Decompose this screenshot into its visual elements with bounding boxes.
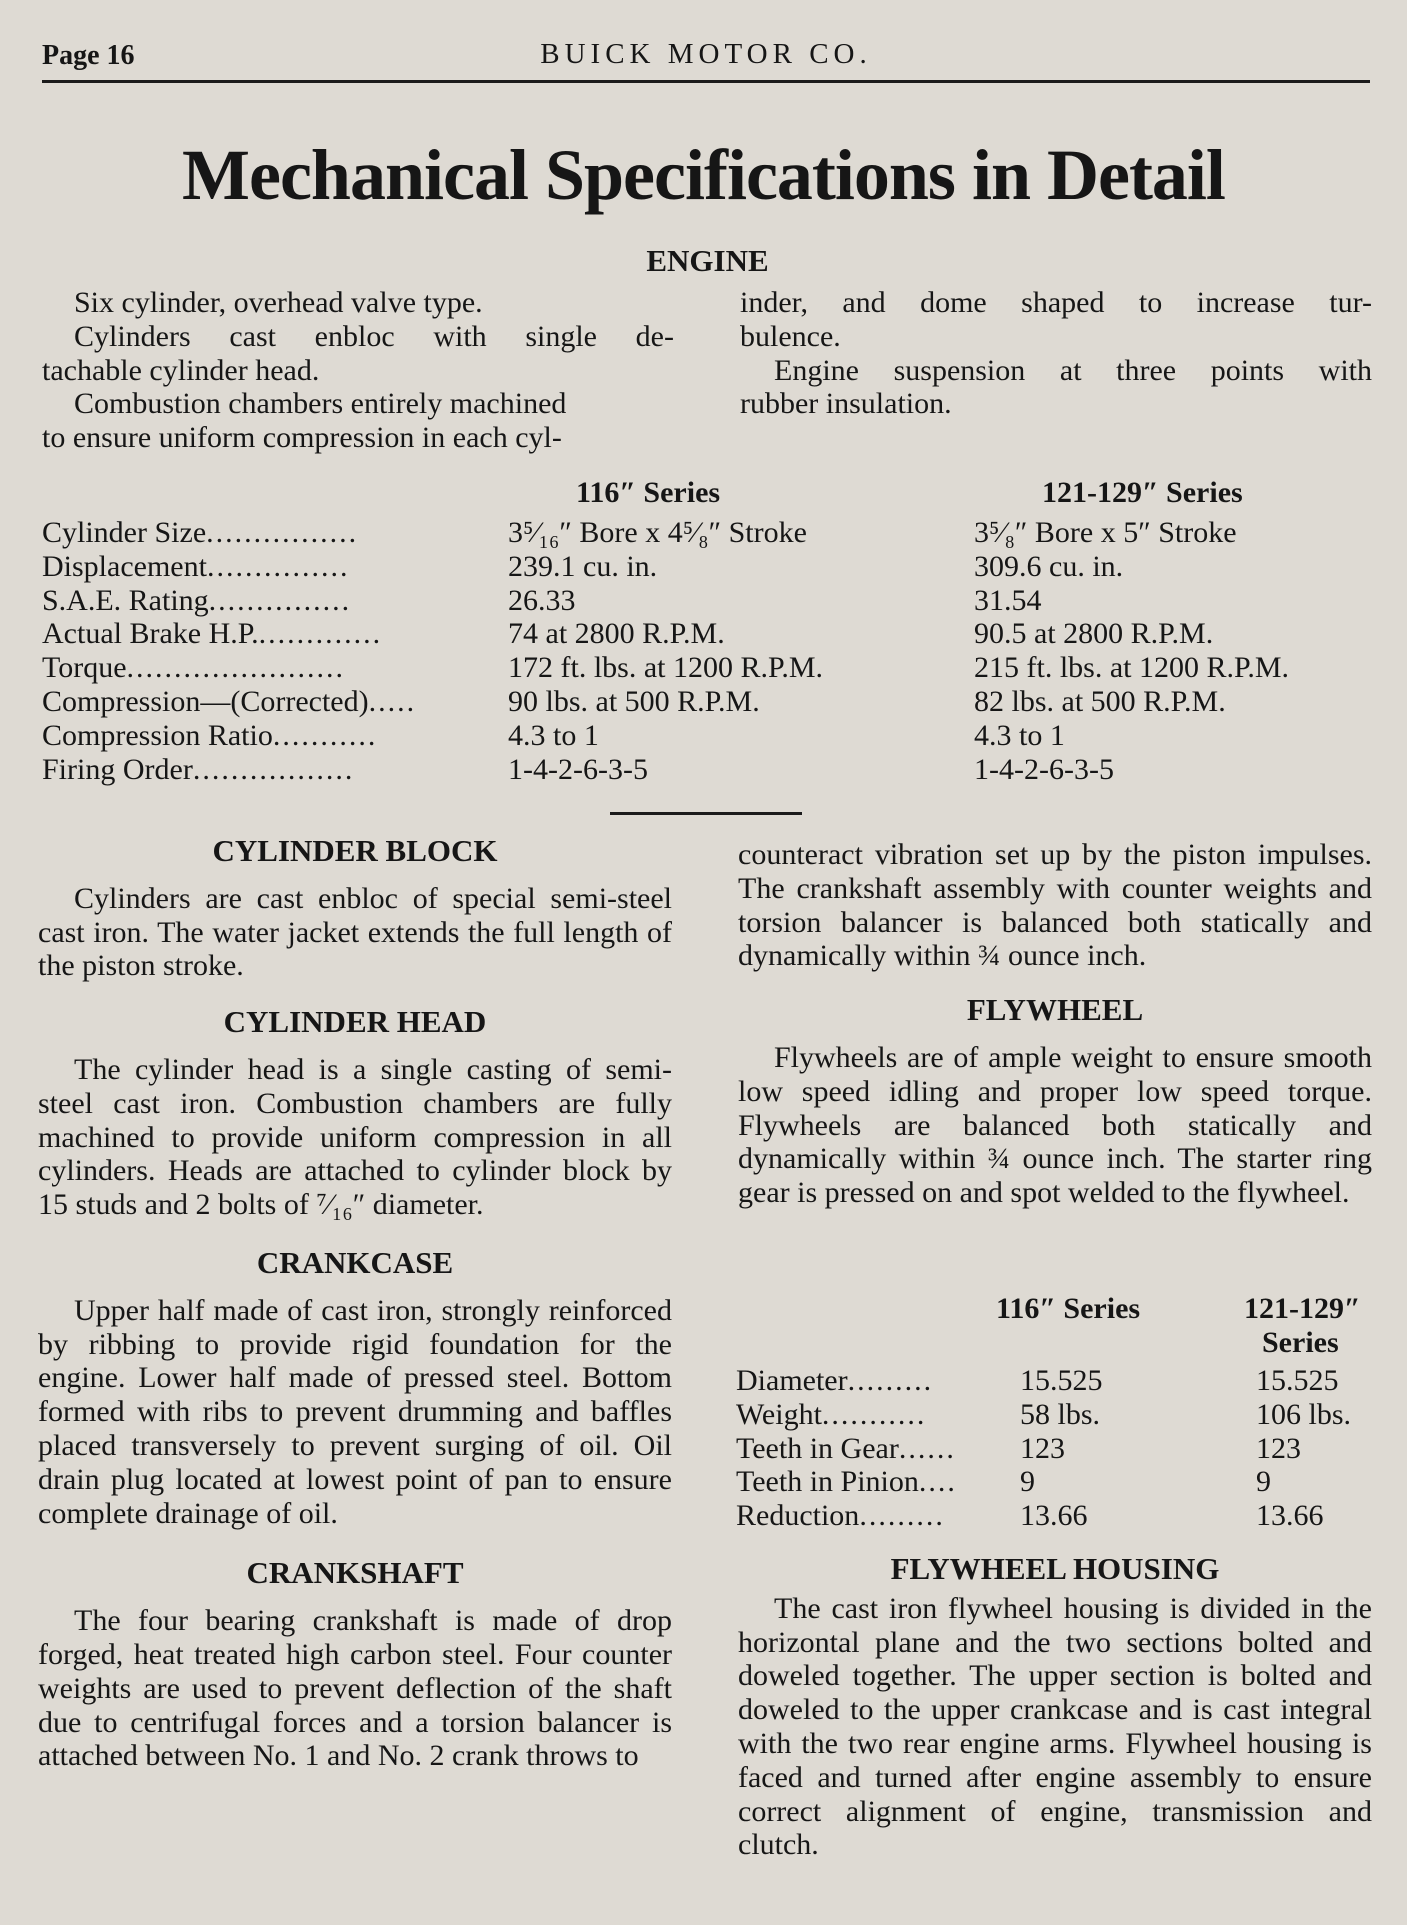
spec-value-116: 74 at 2800 R.P.M.: [508, 617, 725, 651]
cylinder-block-text: Cylinders are cast enbloc of special semi-steel cast iron. The water jacket extends the full length of the piston stroke.: [38, 881, 672, 983]
flywheel-housing-text: The cast iron flywheel housing is divided in the horizontal plane and the two sections bolted and doweled together. The upper section is bolted and doweled to the upper crankcase and is cast integral with the two rear engine arms. Flywheel housing is faced and turned after engine assembly to ensure correct alignment of engine, transmission and clutch.: [738, 1591, 1372, 1862]
spec-label: [42, 685, 416, 719]
leader-dots: .......................: [126, 651, 346, 685]
leader-dots: .........: [847, 1364, 934, 1397]
leader-dots: .........: [859, 1499, 945, 1533]
spec-label: [42, 719, 377, 753]
leader-dots: ................: [206, 516, 359, 549]
leader-dots: ......: [898, 1431, 956, 1465]
spec-value-121: 106 lbs.: [1256, 1397, 1352, 1431]
flywheel-series-121-line2: Series: [1262, 1326, 1339, 1359]
spec-label: [42, 753, 354, 787]
leader-dots: ...........: [821, 1397, 927, 1431]
spec-value-121: 215 ft. lbs. at 1200 R.P.M.: [974, 651, 1290, 685]
spec-value-116: 239.1 cu. in.: [508, 549, 658, 583]
spec-label-text: Displacement: [42, 549, 207, 583]
spec-value-116: 13.66: [1020, 1499, 1088, 1533]
spec-value-121: 15.525: [1256, 1364, 1339, 1397]
flywheel-series-116: 116″ Series: [996, 1292, 1141, 1325]
crankshaft-continuation: counteract vibration set up by the piston impulses. The crankshaft assembly with counter weights and torsion balancer is balanced both statically and dynamically within ¾ ounce inch.: [738, 838, 1372, 973]
flywheel-heading: FLYWHEEL: [966, 992, 1144, 1028]
engine-line: rubber insulation.: [740, 387, 952, 421]
spec-label-text: Teeth in Gear: [736, 1431, 899, 1465]
spec-value-116: 58 lbs.: [1020, 1397, 1101, 1431]
leader-dots: ....: [918, 1465, 957, 1499]
cylinder-head-heading: CYLINDER HEAD: [223, 1004, 487, 1040]
spec-value-121: 90.5 at 2800 R.P.M.: [974, 617, 1214, 651]
spec-label-text: Teeth in Pinion: [736, 1465, 919, 1499]
spec-value-116: 9: [1020, 1465, 1035, 1499]
cylinder-block-heading: CYLINDER BLOCK: [212, 833, 498, 868]
engine-intro-right: [740, 286, 1372, 421]
flywheel-series-121-line1: 121-129″: [1244, 1292, 1361, 1325]
spec-value-121: 309.6 cu. in.: [974, 549, 1124, 583]
spec-value-116: 26.33: [508, 583, 576, 617]
spec-label: [42, 584, 351, 618]
leader-dots: .............: [258, 617, 383, 651]
crankcase-heading: CRANKCASE: [256, 1244, 454, 1280]
spec-label: [42, 550, 349, 584]
leader-dots: .................: [192, 752, 355, 786]
page-header: [42, 36, 1370, 83]
spec-value-116: 90 lbs. at 500 R.P.M.: [508, 685, 760, 718]
spec-label-text: Diameter: [736, 1364, 848, 1397]
cylinder-head-text: The cylinder head is a single casting of semi-steel cast iron. Combustion chambers are fully machined to provide uniform compression in all cylinders. Heads are attached to cylinder block by 15 studs and 2 bolts of ⁷⁄₁₆″ diameter.: [38, 1052, 672, 1222]
section-divider: [610, 812, 802, 815]
crankcase-text: Upper half made of cast iron, strongly reinforced by ribbing to provide rigid foundation for the engine. Lower half made of pressed steel. Bottom formed with ribs to prevent drumming and baffles placed transversely to prevent surging of oil. Oil drain plug located at lowest point of pan to ensure complete drainage of oil.: [38, 1293, 672, 1530]
engine-intro-left: [42, 286, 674, 455]
spec-value-116: 172 ft. lbs. at 1200 R.P.M.: [508, 651, 824, 685]
flywheel-text: Flywheels are of ample weight to ensure smooth low speed idling and proper low speed torque. Flywheels are balanced both statically and dynamically within ¾ ounce inch. The starter ring gear is pressed on and spot welded to the flywheel.: [738, 1040, 1372, 1210]
spec-label-text: Actual Brake H.P.: [42, 617, 259, 651]
crankshaft-heading: CRANKSHAFT: [246, 1555, 464, 1591]
engine-heading: ENGINE: [646, 243, 769, 278]
spec-label: [736, 1432, 956, 1466]
spec-label: [42, 617, 382, 651]
spec-label-text: Compression Ratio: [42, 718, 273, 752]
spec-label-text: Weight: [736, 1397, 822, 1431]
spec-value-121: 31.54: [974, 583, 1042, 617]
spec-value-121: 1-4-2-6-3-5: [974, 752, 1114, 786]
spec-value-116: 3⁵⁄₁₆″ Bore x 4⁵⁄₈″ Stroke: [508, 516, 807, 549]
engine-line: tachable cylinder head.: [42, 353, 320, 387]
flywheel-housing-section: [738, 1552, 1372, 1862]
spec-label-text: S.A.E. Rating: [42, 583, 209, 617]
spec-value-116: 4.3 to 1: [508, 718, 599, 752]
series-121-header: 121-129″ Series: [1042, 476, 1243, 509]
spec-label-text: Reduction: [736, 1499, 860, 1533]
company-name: BUICK MOTOR CO.: [540, 38, 872, 70]
engine-line: Cylinders cast enbloc with single de-: [74, 319, 674, 353]
spec-value-121: 4.3 to 1: [974, 718, 1065, 752]
spec-value-121: 9: [1256, 1465, 1271, 1499]
leader-dots: ...............: [206, 549, 350, 583]
engine-line: to ensure uniform compression in each cyl-: [42, 421, 562, 455]
leader-dots: ...............: [208, 583, 352, 617]
page-number: Page 16: [42, 40, 135, 71]
spec-label-text: Torque: [42, 651, 127, 685]
engine-spec-table: [42, 516, 1382, 788]
flywheel-spec-table: [736, 1364, 1372, 1536]
spec-label: [736, 1465, 957, 1499]
spec-value-116: 1-4-2-6-3-5: [508, 752, 648, 786]
series-116-header: 116″ Series: [576, 476, 721, 509]
spec-label: [42, 516, 358, 550]
engine-line: Six cylinder, overhead valve type.: [74, 286, 483, 319]
crankshaft-text: The four bearing crankshaft is made of drop forged, heat treated high carbon steel. Four counter weights are used to prevent deflection of the shaft due to centrifugal forces and a torsion balancer is attached between No. 1 and No. 2 crank throws to: [38, 1604, 672, 1773]
spec-value-116: 123: [1020, 1431, 1065, 1465]
leader-dots: .....: [368, 685, 417, 718]
spec-label-text: Cylinder Size: [42, 516, 207, 549]
page-title: Mechanical Specifications in Detail: [182, 135, 1225, 215]
spec-value-121: 13.66: [1256, 1499, 1324, 1533]
spec-label-text: Compression—(Corrected): [42, 685, 369, 718]
spec-label-text: Firing Order: [42, 752, 193, 786]
engine-line: Engine suspension at three points with: [774, 353, 1372, 387]
right-column: [738, 838, 1372, 1210]
engine-line: Combustion chambers entirely machined: [74, 387, 567, 421]
flywheel-housing-heading: FLYWHEEL HOUSING: [890, 1551, 1220, 1586]
spec-label: [736, 1364, 933, 1398]
spec-value-116: 15.525: [1020, 1364, 1103, 1397]
leader-dots: ...........: [272, 718, 378, 752]
engine-line: bulence.: [740, 319, 841, 353]
spec-label: [736, 1398, 926, 1432]
spec-label: [42, 651, 345, 685]
spec-value-121: 3⁵⁄₈″ Bore x 5″ Stroke: [974, 516, 1237, 549]
left-column: [38, 834, 672, 1773]
engine-line: inder, and dome shaped to increase tur-: [740, 286, 1372, 319]
spec-value-121: 82 lbs. at 500 R.P.M.: [974, 685, 1226, 718]
spec-value-121: 123: [1256, 1431, 1301, 1465]
spec-label: [736, 1499, 945, 1533]
